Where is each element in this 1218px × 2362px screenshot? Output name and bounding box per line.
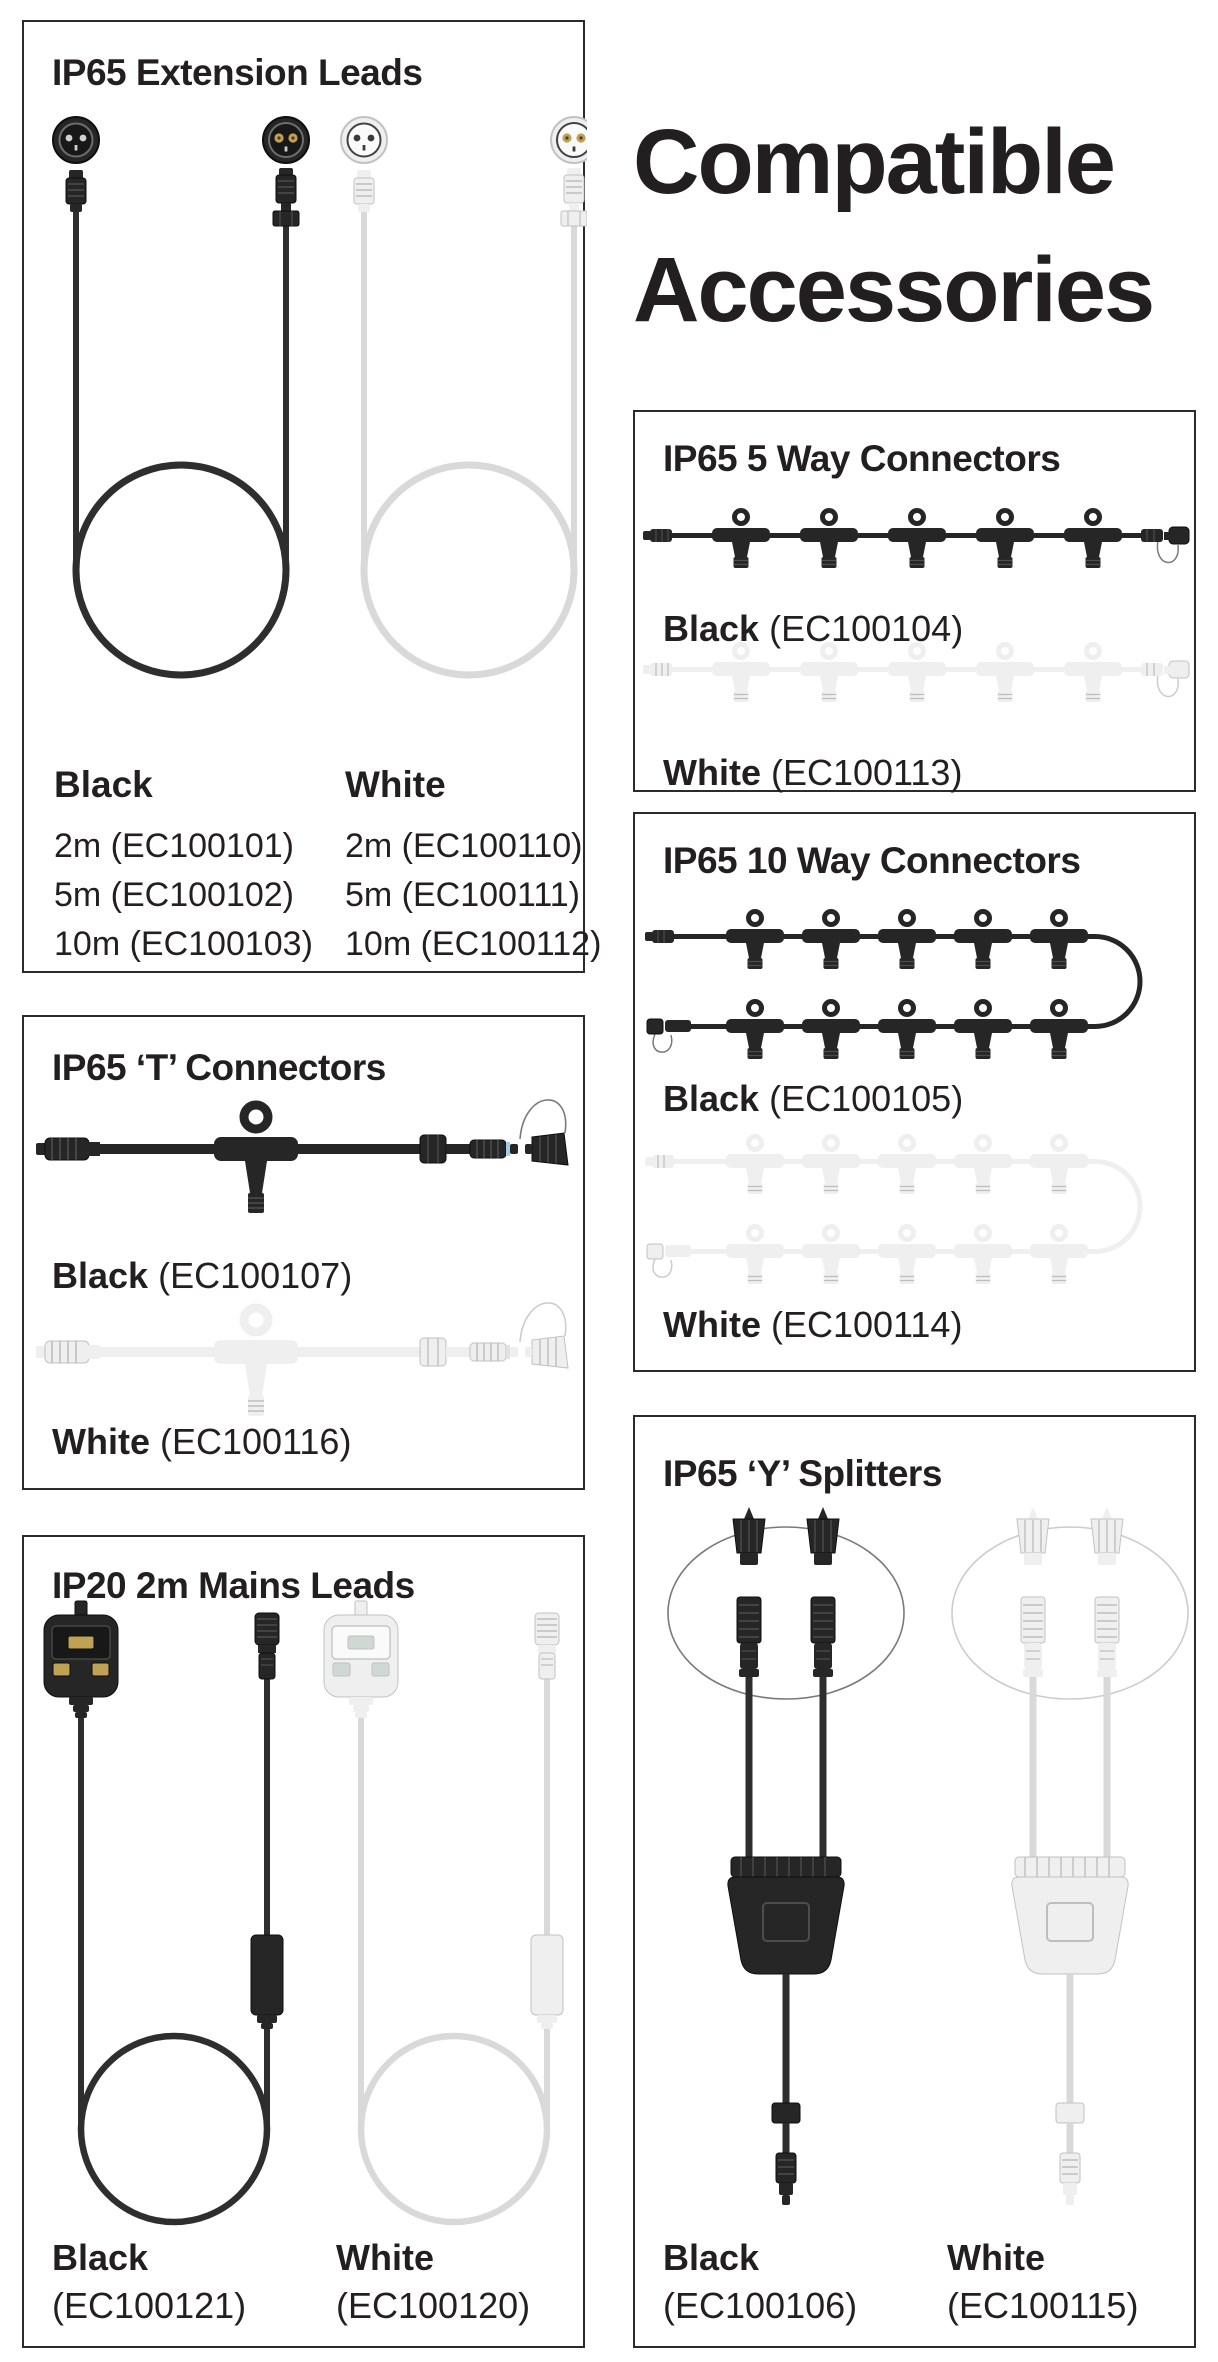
page-heading-line1: Compatible bbox=[633, 111, 1114, 213]
section-title: IP65 ‘Y’ Splitters bbox=[663, 1453, 942, 1494]
section-t-connectors bbox=[22, 1015, 585, 1490]
product-code-line: 2m (EC100101) bbox=[54, 827, 295, 865]
variant-code: (EC100106) bbox=[663, 2285, 858, 2326]
section-title: IP65 10 Way Connectors bbox=[663, 840, 1081, 881]
variant-label: White bbox=[336, 2237, 434, 2278]
section-five-way-connectors bbox=[633, 410, 1196, 792]
page-heading-line2: Accessories bbox=[633, 239, 1154, 341]
section-ten-way-connectors bbox=[633, 812, 1196, 1372]
product-code-line: 5m (EC100102) bbox=[54, 876, 295, 914]
five-way-white-illustration bbox=[635, 622, 1198, 714]
variant-code: (EC100120) bbox=[336, 2285, 531, 2326]
section-y-splitters bbox=[633, 1415, 1196, 2348]
product-code-line: 2m (EC100110) bbox=[345, 827, 583, 865]
section-title: IP65 ‘T’ Connectors bbox=[52, 1047, 386, 1088]
extension-white-column bbox=[345, 764, 601, 969]
variant-code: (EC100115) bbox=[947, 2285, 1139, 2326]
variant-label: Black (EC100105) bbox=[663, 1078, 964, 1119]
extension-leads-illustration bbox=[24, 110, 587, 730]
variant-code: (EC100121) bbox=[52, 2285, 247, 2326]
section-mains-leads bbox=[22, 1535, 585, 2348]
color-heading: Black bbox=[54, 764, 153, 805]
variant-label: Black (EC100107) bbox=[52, 1255, 353, 1296]
product-code-line: 10m (EC100112) bbox=[345, 925, 602, 963]
variant-label: Black bbox=[663, 2237, 760, 2278]
section-title: IP20 2m Mains Leads bbox=[52, 1565, 415, 1606]
extension-black-column bbox=[54, 764, 313, 969]
ten-way-white-illustration bbox=[635, 1114, 1198, 1304]
t-connector-black-illustration bbox=[24, 1079, 587, 1249]
color-heading: White bbox=[345, 764, 446, 805]
page-heading bbox=[633, 98, 1153, 354]
y-splitters-illustration bbox=[635, 1505, 1198, 2215]
variant-label: White bbox=[947, 2237, 1045, 2278]
mains-leads-illustration bbox=[24, 1599, 587, 2239]
variant-label: White (EC100114) bbox=[663, 1304, 963, 1345]
section-extension-leads bbox=[22, 20, 602, 973]
variant-label: White (EC100113) bbox=[663, 752, 963, 793]
section-title: IP65 5 Way Connectors bbox=[663, 438, 1061, 479]
section-title: IP65 Extension Leads bbox=[52, 52, 423, 93]
variant-label: Black bbox=[52, 2237, 149, 2278]
variant-label: White (EC100116) bbox=[52, 1421, 352, 1462]
variant-label: Black (EC100104) bbox=[663, 608, 964, 649]
product-code-line: 10m (EC100103) bbox=[54, 925, 313, 963]
five-way-black-illustration bbox=[635, 488, 1198, 580]
ten-way-black-illustration bbox=[635, 889, 1198, 1079]
product-code-line: 5m (EC100111) bbox=[345, 876, 580, 914]
